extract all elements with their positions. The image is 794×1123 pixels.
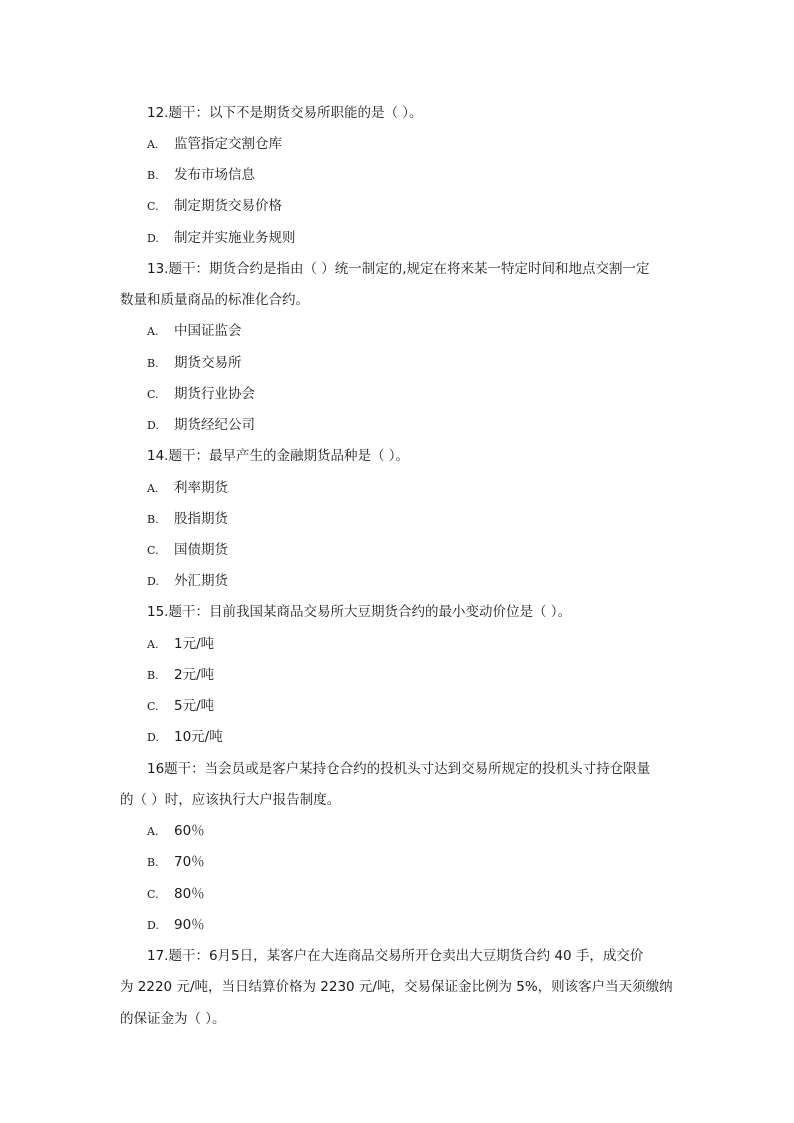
question-13-option-d <box>147 416 255 435</box>
option-text: 5元/吨 <box>174 698 215 714</box>
option-letter: A. <box>147 325 159 338</box>
question-16-option-a <box>147 822 205 841</box>
option-letter: A. <box>147 638 159 651</box>
question-12-option-a <box>147 135 282 154</box>
option-letter: C. <box>147 544 159 557</box>
option-letter: B. <box>147 513 159 526</box>
option-text: 监管指定交割仓库 <box>174 136 282 152</box>
question-16-stem-cont: 的（ ）时，应该执行大户报告制度。 <box>120 792 341 808</box>
option-text: 股指期货 <box>174 511 228 527</box>
question-14-option-d <box>147 572 228 591</box>
question-13-option-a <box>147 322 242 341</box>
option-letter: A. <box>147 482 159 495</box>
option-text: 中国证监会 <box>174 323 242 339</box>
question-14-stem: 14.题干：最早产生的金融期货品种是（ ）。 <box>147 448 410 464</box>
question-16-option-b <box>147 853 205 872</box>
question-15-option-d <box>147 728 223 747</box>
question-12-stem: 12.题干：以下不是期货交易所职能的是（ ）。 <box>147 105 423 121</box>
option-text: 发布市场信息 <box>174 167 255 183</box>
option-text: 80％ <box>174 886 205 902</box>
question-14-option-b <box>147 510 228 529</box>
option-letter: B. <box>147 669 159 682</box>
question-17-stem: 17.题干：6月5日，某客户在大连商品交易所开仓卖出大豆期货合约 40 手，成交价 <box>147 948 644 964</box>
option-letter: D. <box>147 731 159 744</box>
option-letter: C. <box>147 888 159 901</box>
option-text: 2元/吨 <box>174 667 215 683</box>
option-letter: D. <box>147 919 159 932</box>
question-12-option-c <box>147 197 282 216</box>
option-text: 10元/吨 <box>174 729 223 745</box>
question-16-stem: 16题干：当会员或是客户某持仓合约的投机头寸达到交易所规定的投机头寸持仓限量 <box>147 761 651 777</box>
option-text: 期货交易所 <box>174 355 242 371</box>
question-15-option-b <box>147 666 214 685</box>
option-letter: C. <box>147 200 159 213</box>
question-14-option-c <box>147 541 228 560</box>
option-text: 期货经纪公司 <box>174 417 255 433</box>
option-text: 国债期货 <box>174 542 228 558</box>
option-text: 制定并实施业务规则 <box>174 230 296 246</box>
option-text: 90％ <box>174 917 205 933</box>
option-letter: B. <box>147 357 159 370</box>
question-15-option-a <box>147 635 214 654</box>
option-text: 期货行业协会 <box>174 386 255 402</box>
option-letter: C. <box>147 388 159 401</box>
option-letter: C. <box>147 700 159 713</box>
question-17-stem-cont-1: 为 2220 元/吨，当日结算价格为 2230 元/吨，交易保证金比例为 5%，则该客户当天须缴纳 <box>120 979 673 995</box>
question-13-option-c <box>147 385 255 404</box>
option-text: 60％ <box>174 823 205 839</box>
question-15-option-c <box>147 697 214 716</box>
question-16-option-c <box>147 885 205 904</box>
option-letter: B. <box>147 169 159 182</box>
question-17-stem-cont-2: 的保证金为（ ）。 <box>120 1011 226 1027</box>
option-text: 制定期货交易价格 <box>174 198 282 214</box>
option-letter: D. <box>147 232 159 245</box>
question-16-option-d <box>147 916 205 935</box>
option-letter: A. <box>147 825 159 838</box>
question-12-option-b <box>147 166 255 185</box>
question-14-option-a <box>147 479 228 498</box>
option-text: 外汇期货 <box>174 573 228 589</box>
option-text: 70％ <box>174 854 205 870</box>
question-15-stem: 15.题干：目前我国某商品交易所大豆期货合约的最小变动价位是（ ）。 <box>147 604 572 620</box>
question-13-stem: 13.题干：期货合约是指由（ ）统一制定的,规定在将来某一特定时间和地点交割一定 <box>147 261 650 277</box>
option-letter: B. <box>147 856 159 869</box>
option-letter: D. <box>147 575 159 588</box>
question-13-stem-cont: 数量和质量商品的标准化合约。 <box>120 292 309 308</box>
option-letter: A. <box>147 138 159 151</box>
option-text: 1元/吨 <box>174 636 215 652</box>
option-text: 利率期货 <box>174 480 228 496</box>
question-12-option-d <box>147 229 296 248</box>
option-letter: D. <box>147 419 159 432</box>
question-13-option-b <box>147 354 242 373</box>
